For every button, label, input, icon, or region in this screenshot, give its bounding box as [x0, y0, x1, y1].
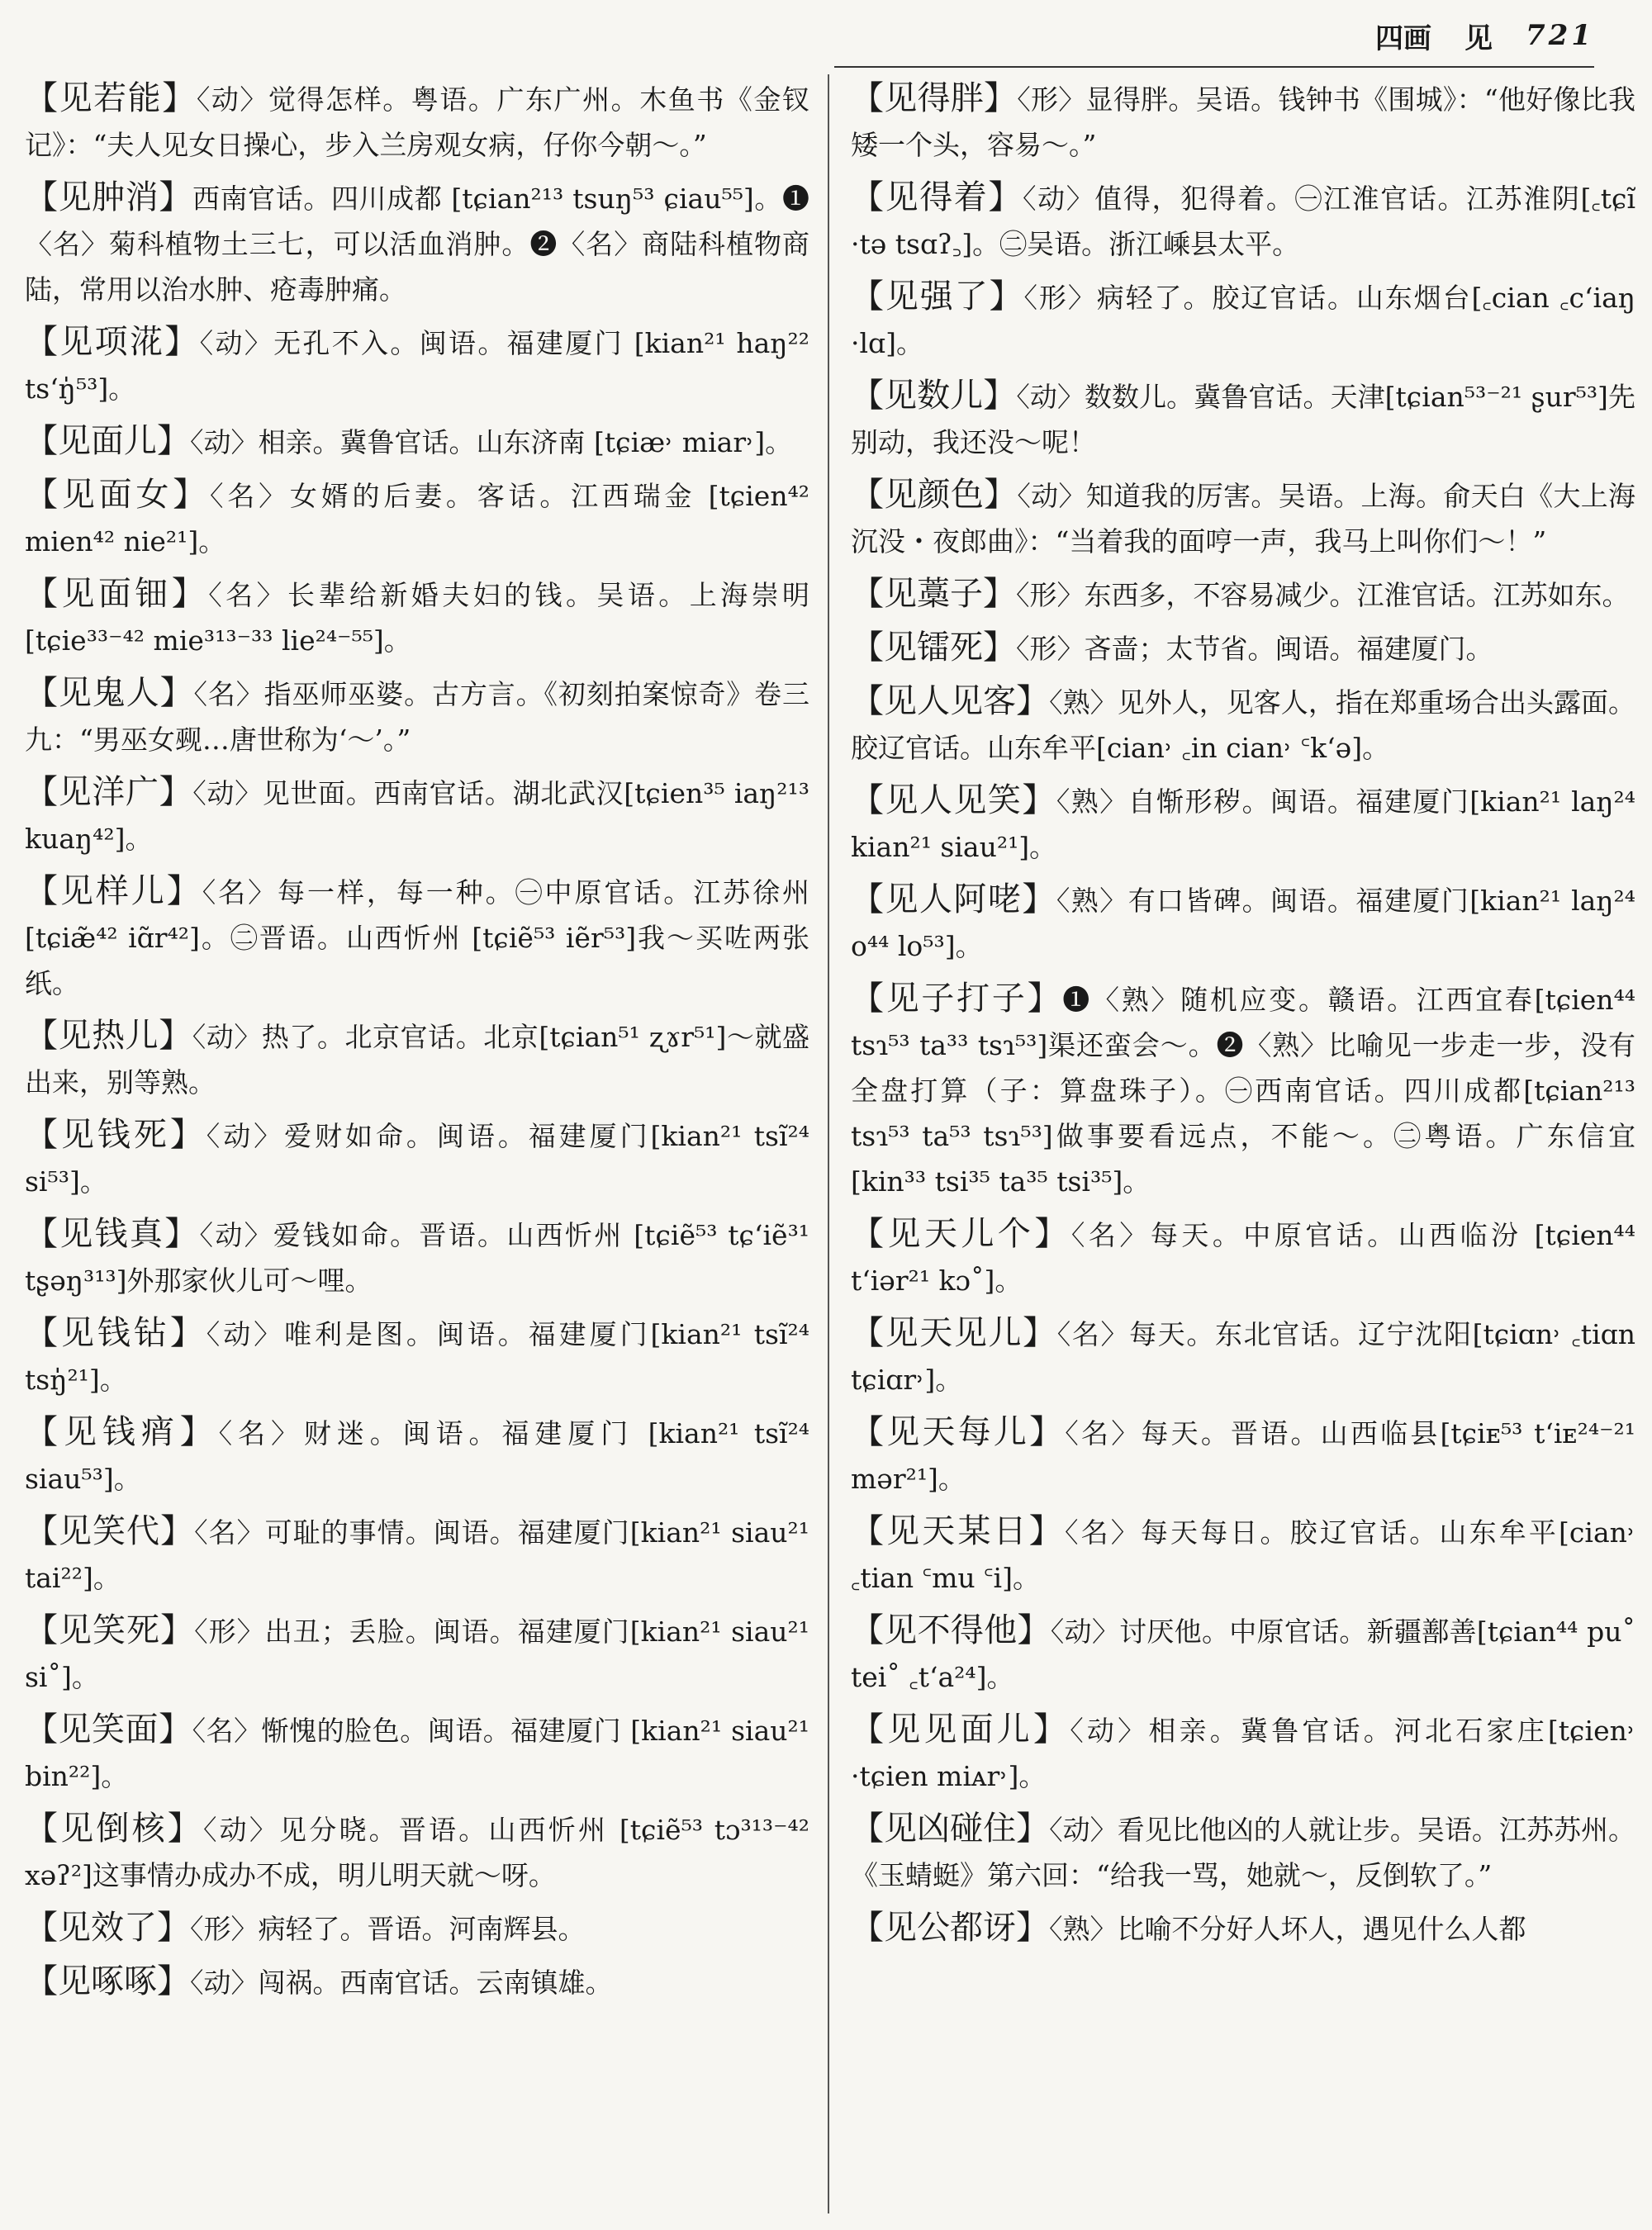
definition-text: 〈熟〉自惭形秽。闽语。福建厦门[kian²¹ laŋ²⁴ kian²¹ siau²¹]。: [851, 785, 1635, 863]
headword: 见镭死: [884, 629, 983, 667]
headword-bracket-open: 【: [851, 1512, 887, 1550]
headword: 见若能: [59, 79, 163, 117]
headword: 见天每儿: [886, 1413, 1030, 1451]
headword: 见藁子: [884, 575, 983, 613]
headword: 见面钿: [61, 575, 172, 613]
headword-bracket-close: 】: [1033, 1710, 1070, 1748]
headword-bracket-open: 【: [25, 1413, 64, 1451]
headword-bracket-close: 】: [159, 773, 193, 811]
headword-bracket-close: 】: [1034, 1215, 1071, 1253]
headword: 见天某日: [886, 1512, 1029, 1550]
definition-text: 〈名〉惭愧的脸色。闽语。福建厦门 [kian²¹ siau²¹ bin²²]。: [25, 1715, 809, 1792]
headword-bracket-close: 】: [1029, 1413, 1066, 1451]
headword-bracket-close: 】: [171, 575, 209, 613]
dictionary-entry: [25, 1905, 809, 1952]
headword-bracket-close: 】: [983, 629, 1016, 667]
definition-text: 〈名〉每天每日。胶辽官话。山东牟平[cian˒ ꜀tian ꜂mu ꜂i]。: [851, 1516, 1635, 1594]
headword: 见笑面: [58, 1710, 159, 1748]
headword-bracket-close: 】: [160, 1512, 195, 1550]
definition-text: 〈熟〉比喻不分好人坏人，遇见什么人都: [1049, 1913, 1526, 1945]
definition-text: 〈动〉闯祸。西南官话。云南镇雄。: [190, 1967, 613, 1999]
definition-text: 〈形〉显得胖。吴语。钱钟书《围城》：“他好像比我矮一个头，容易～。”: [851, 83, 1635, 161]
headword: 见倒核: [60, 1810, 168, 1848]
headword-bracket-close: 】: [159, 674, 194, 712]
dictionary-entry: [851, 572, 1635, 618]
header-section: 四画: [1375, 21, 1432, 55]
headword: 见效了: [58, 1909, 157, 1947]
headword: 见面儿: [58, 422, 157, 460]
dictionary-entry: [25, 1311, 809, 1402]
definition-text: 〈名〉可耻的事情。闽语。福建厦门[kian²¹ siau²¹ tai²²]。: [25, 1516, 809, 1594]
headword-bracket-open: 【: [25, 674, 59, 712]
headword-bracket-open: 【: [25, 1215, 60, 1253]
definition-text: 〈动〉看见比他凶的人就让步。吴语。江苏苏州。《玉蜻蜓》第六回：“给我一骂，她就～，反倒软了。”: [851, 1814, 1635, 1891]
dictionary-entry: [851, 274, 1635, 366]
headword: 见钱真: [59, 1215, 165, 1253]
headword-bracket-close: 】: [157, 1909, 190, 1947]
headword: 见笑死: [59, 1611, 161, 1649]
definition-text: 〈动〉热了。北京官话。北京[tɕian⁵¹ ʐɤr⁵¹]～就盛出来，别等熟。: [25, 1021, 809, 1098]
headword-bracket-close: 】: [166, 872, 202, 910]
definition-text: 〈动〉见分晓。晋语。山西忻州 [tɕiẽ⁵³ tɔ³¹³⁻⁴² xəʔ²]这事情办成办不成，明儿明天就～呀。: [25, 1814, 809, 1891]
headword-bracket-open: 【: [851, 1314, 885, 1352]
definition-text: 〈名〉长辈给新婚夫妇的钱。吴语。上海崇明[tɕie³³⁻⁴² mie³¹³⁻³³ lie²⁴⁻⁵⁵]。: [25, 579, 809, 657]
headword-bracket-close: 】: [1017, 1611, 1051, 1649]
header-char: 见: [1464, 21, 1493, 55]
dictionary-entry: [851, 76, 1635, 168]
dictionary-entry: [851, 625, 1635, 671]
headword-bracket-close: 】: [162, 79, 197, 117]
headword-bracket-close: 】: [1016, 1909, 1049, 1947]
dictionary-entry: [851, 877, 1635, 969]
definition-text: 〈动〉讨厌他。中原官话。新疆鄯善[tɕian⁴⁴ pu˚ tei˚ ꜀tʻa²⁴]。: [851, 1616, 1635, 1693]
dictionary-entry: [25, 1509, 809, 1601]
headword-bracket-open: 【: [25, 422, 58, 460]
headword-bracket-open: 【: [851, 476, 885, 514]
headword: 见鬼人: [58, 674, 160, 712]
dictionary-entry: [25, 175, 809, 312]
headword-bracket-open: 【: [25, 1017, 59, 1055]
dictionary-entry: [851, 1608, 1635, 1700]
dictionary-entry: [851, 976, 1635, 1204]
headword: 见公都讶: [884, 1909, 1016, 1947]
headword: 见凶碰住: [884, 1810, 1017, 1848]
headword-bracket-open: 【: [851, 377, 885, 415]
definition-text: 〈动〉爱钱如命。晋语。山西忻州 [tɕiẽ⁵³ tɕʻiẽ³¹ tʂəŋ³¹³]外那家伙儿可～哩。: [25, 1219, 809, 1297]
dictionary-entry: [25, 1013, 809, 1105]
headword-bracket-close: 】: [1022, 880, 1056, 918]
headword: 见钱死: [60, 1116, 170, 1154]
headword-bracket-close: 】: [988, 178, 1023, 216]
headword: 见天见儿: [885, 1314, 1023, 1352]
column-divider: [828, 74, 829, 2213]
definition-text: 〈熟〉有口皆碑。闽语。福建厦门[kian²¹ laŋ²⁴ o⁴⁴ lo⁵³]。: [851, 885, 1635, 962]
headword-bracket-open: 【: [851, 79, 885, 117]
headword-bracket-open: 【: [25, 1909, 58, 1947]
headword-bracket-close: 】: [169, 1314, 206, 1352]
headword-bracket-open: 【: [851, 1810, 885, 1848]
definition-text: 〈动〉见世面。西南官话。湖北武汉[tɕien³⁵ iaŋ²¹³ kuaŋ⁴²]。: [25, 777, 809, 855]
dictionary-entry: [25, 671, 809, 762]
headword: 见颜色: [884, 476, 985, 514]
dictionary-entry: [25, 869, 809, 1006]
headword-bracket-open: 【: [25, 1810, 61, 1848]
page-header: [33, 15, 1594, 56]
headword-bracket-close: 】: [167, 1810, 203, 1848]
dictionary-entry: [851, 1311, 1635, 1402]
headword-bracket-open: 【: [25, 1962, 58, 2000]
headword-bracket-close: 】: [984, 476, 1018, 514]
headword: 见钱痟: [63, 1413, 180, 1451]
definition-text: 〈形〉东西多，不容易减少。江淮官话。江苏如东。: [1016, 579, 1630, 611]
dictionary-entry: [851, 679, 1635, 771]
headword-bracket-open: 【: [851, 629, 884, 667]
dictionary-entry: [851, 778, 1635, 870]
headword-bracket-open: 【: [851, 178, 885, 216]
headword-bracket-open: 【: [25, 872, 60, 910]
definition-text: 西南官话。四川成都 [tɕian²¹³ tsuŋ⁵³ ɕiau⁵⁵]。❶〈名〉菊科植物土三七，可以活血消肿。❷〈名〉商陆科植物商陆，常用以治水肿、疮毒肿痛。: [25, 183, 809, 306]
headword-bracket-close: 】: [157, 422, 190, 460]
headword-bracket-open: 【: [851, 980, 886, 1018]
headword-bracket-open: 【: [851, 1909, 884, 1947]
headword-bracket-close: 】: [1016, 682, 1050, 720]
headword: 见得胖: [884, 79, 985, 117]
headword-bracket-open: 【: [851, 575, 884, 613]
headword: 见人见笑: [885, 781, 1023, 819]
headword: 见天儿个: [887, 1215, 1035, 1253]
headword: 见样儿: [59, 872, 167, 910]
headword-bracket-close: 】: [173, 476, 211, 514]
definition-text: 〈形〉出丑；丢脸。闽语。福建厦门[kian²¹ siau²¹ si˚]。: [25, 1616, 809, 1693]
definition-text: 〈动〉觉得怎样。粤语。广东广州。木鱼书《金钗记》：“夫人见女日操心，步入兰房观女病，仔你今朝～。”: [25, 83, 809, 161]
definition-text: 〈形〉病轻了。晋语。河南辉县。: [190, 1913, 586, 1945]
headword-bracket-close: 】: [159, 1017, 192, 1055]
dictionary-entry: [25, 1959, 809, 2005]
headword-bracket-open: 【: [25, 79, 59, 117]
definition-text: 〈形〉吝啬；太节省。闽语。福建厦门。: [1016, 633, 1493, 665]
dictionary-entry: [851, 1509, 1635, 1601]
definition-text: 〈形〉病轻了。胶辽官话。山东烟台[꜀cian ꜀cʻiaŋ ·lɑ]。: [851, 282, 1635, 359]
headword-bracket-close: 】: [159, 1710, 192, 1748]
dictionary-entry: [851, 1806, 1635, 1898]
headword-bracket-open: 【: [851, 781, 885, 819]
headword-bracket-close: 】: [157, 1962, 190, 2000]
headword-bracket-close: 】: [160, 1611, 195, 1649]
headword: 见人见客: [884, 682, 1017, 720]
definition-text: 〈熟〉见外人，见客人，指在郑重场合出头露面。胶辽官话。山东牟平[cian˒ ꜀in cian˒ ꜂kʻə]。: [851, 686, 1635, 764]
dictionary-entry: [851, 472, 1635, 564]
definition-text: 〈名〉指巫师巫婆。古方言。《初刻拍案惊奇》卷三九：“男巫女觋…唐世称为‘～’。”: [25, 678, 809, 756]
headword-bracket-open: 【: [25, 1512, 59, 1550]
headword-bracket-open: 【: [851, 1215, 888, 1253]
headword-bracket-close: 】: [179, 1413, 219, 1451]
headword-bracket-open: 【: [851, 278, 885, 316]
dictionary-entry: [25, 1608, 809, 1700]
dictionary-entry: [25, 770, 809, 861]
headword-bracket-open: 【: [851, 1710, 888, 1748]
headword: 见数儿: [884, 377, 984, 415]
headword-bracket-open: 【: [25, 773, 59, 811]
headword-bracket-close: 】: [1028, 1512, 1065, 1550]
definition-text: 〈动〉数数儿。冀鲁官话。天津[tɕian⁵³⁻²¹ ʂur⁵³]先别动，我还没～呢！: [851, 381, 1635, 458]
headword: 见笑代: [59, 1512, 161, 1550]
definition-text: 〈名〉女婿的后妻。客话。江西瑞金 [tɕien⁴² mien⁴² nie²¹]。: [25, 480, 809, 558]
definition-text: 〈动〉知道我的厉害。吴语。上海。俞天白《大上海沉没・夜郎曲》：“当着我的面哼一声，我马上叫你们～！”: [851, 480, 1635, 558]
headword: 见钱钻: [60, 1314, 170, 1352]
headword-bracket-open: 【: [25, 1710, 59, 1748]
headword: 见强了: [885, 278, 990, 316]
headword-bracket-close: 】: [1022, 781, 1056, 819]
headword: 见面女: [61, 476, 173, 514]
headword: 见得着: [885, 178, 989, 216]
dictionary-entry: [25, 1707, 809, 1799]
definition-text: 〈名〉每天。东北官话。辽宁沈阳[tɕiɑn˒ ꜀tiɑn tɕiɑr˒]。: [851, 1318, 1635, 1396]
headword-bracket-open: 【: [851, 1611, 885, 1649]
dictionary-entry: [851, 175, 1635, 267]
dictionary-entry: [25, 419, 809, 465]
headword-bracket-close: 】: [989, 278, 1024, 316]
dictionary-entry: [25, 1212, 809, 1303]
definition-text: ❶〈熟〉随机应变。赣语。江西宜春[tɕien⁴⁴ tsɿ⁵³ ta³³ tsɿ⁵³]渠还蛮会～。❷〈熟〉比喻见一步走一步，没有全盘打算（子：算盘珠子）。㊀西南官话。四川成都[tɕian²¹³ tsɿ⁵³ ta⁵³ tsɿ⁵³]做事要看远点，不能～。㊁粤语。广东信宜[kin³³ tsi³⁵ ta³⁵ tsi³⁵]。: [851, 984, 1635, 1198]
headword: 见项㳸: [59, 323, 165, 361]
dictionary-entry: [851, 1212, 1635, 1303]
left-column: [25, 76, 809, 2215]
headword: 见子打子: [885, 980, 1028, 1018]
headword-bracket-close: 】: [164, 1215, 200, 1253]
definition-text: 〈动〉值得，犯得着。㊀江淮官话。江苏淮阴[꜀tɕĩ ·tə tsɑʔ꜆]。㊁吴语。浙江嵊县太平。: [851, 183, 1635, 260]
headword: 见见面儿: [887, 1710, 1034, 1748]
definition-text: 〈动〉无孔不入。闽语。福建厦门 [kian²¹ haŋ²² tsʻŋ̍⁵³]。: [25, 327, 809, 405]
headword: 见洋广: [58, 773, 159, 811]
headword: 见不得他: [884, 1611, 1018, 1649]
headword: 见肿消: [58, 178, 159, 216]
dictionary-entry: [25, 1806, 809, 1898]
headword-bracket-close: 】: [983, 377, 1017, 415]
definition-text: 〈名〉每天。中原官话。山西临汾 [tɕien⁴⁴ tʻiər²¹ kɔ˚]。: [851, 1219, 1635, 1297]
dictionary-entry: [851, 1707, 1635, 1799]
dictionary-entry: [851, 373, 1635, 465]
headword-bracket-close: 】: [1023, 1314, 1057, 1352]
headword-bracket-close: 】: [984, 79, 1018, 117]
headword-bracket-open: 【: [851, 682, 885, 720]
definition-text: 〈名〉每一样，每一种。㊀中原官话。江苏徐州[tɕiæ̃⁴² iɑ̃r⁴²]。㊁晋语。山西忻州 [tɕiẽ⁵³ iẽr⁵³]我～买咗两张纸。: [25, 876, 809, 999]
headword-bracket-open: 【: [851, 1413, 887, 1451]
page-number: 721: [1526, 19, 1594, 52]
headword-bracket-open: 【: [25, 1611, 59, 1649]
dictionary-entry: [25, 1113, 809, 1204]
definition-text: 〈动〉爱财如命。闽语。福建厦门[kian²¹ tsĩ²⁴ si⁵³]。: [25, 1120, 809, 1198]
definition-text: 〈名〉每天。晋语。山西临县[tɕiᴇ⁵³ tʻiᴇ²⁴⁻²¹ mər²¹]。: [851, 1417, 1635, 1495]
headword-bracket-open: 【: [25, 575, 62, 613]
headword-bracket-close: 】: [1027, 980, 1063, 1018]
headword-bracket-close: 】: [983, 575, 1016, 613]
headword-bracket-close: 】: [1016, 1810, 1050, 1848]
headword-bracket-open: 【: [25, 323, 60, 361]
headword: 见人阿咾: [885, 880, 1023, 918]
dictionary-entry: [25, 572, 809, 663]
definition-text: 〈动〉相亲。冀鲁官话。河北石家庄[tɕien˒ ·tɕien miᴀr˒]。: [851, 1715, 1635, 1792]
headword: 见热儿: [58, 1017, 159, 1055]
dictionary-entry: [25, 472, 809, 564]
dictionary-entry: [25, 1410, 809, 1502]
definition-text: 〈名〉财迷。闽语。福建厦门 [kian²¹ tsĩ²⁴ siau⁵³]。: [25, 1417, 809, 1495]
right-column: [851, 76, 1635, 2215]
headword-bracket-close: 】: [159, 178, 192, 216]
dictionary-entry: [25, 320, 809, 411]
headword-bracket-close: 】: [169, 1116, 206, 1154]
headword-bracket-open: 【: [25, 476, 62, 514]
header-rule: [834, 66, 1594, 68]
headword-bracket-open: 【: [25, 178, 59, 216]
definition-text: 〈动〉相亲。冀鲁官话。山东济南 [tɕiæ˒ miar˒]。: [190, 426, 793, 458]
dictionary-entry: [851, 1410, 1635, 1502]
headword: 见啄啄: [58, 1962, 157, 2000]
headword-bracket-open: 【: [25, 1314, 61, 1352]
headword-bracket-open: 【: [25, 1116, 61, 1154]
definition-text: 〈动〉唯利是图。闽语。福建厦门[kian²¹ tsĩ²⁴ tsŋ̍²¹]。: [25, 1318, 809, 1396]
dictionary-entry: [25, 76, 809, 168]
headword-bracket-open: 【: [851, 880, 885, 918]
dictionary-entry: [851, 1905, 1635, 1952]
headword-bracket-close: 】: [164, 323, 200, 361]
